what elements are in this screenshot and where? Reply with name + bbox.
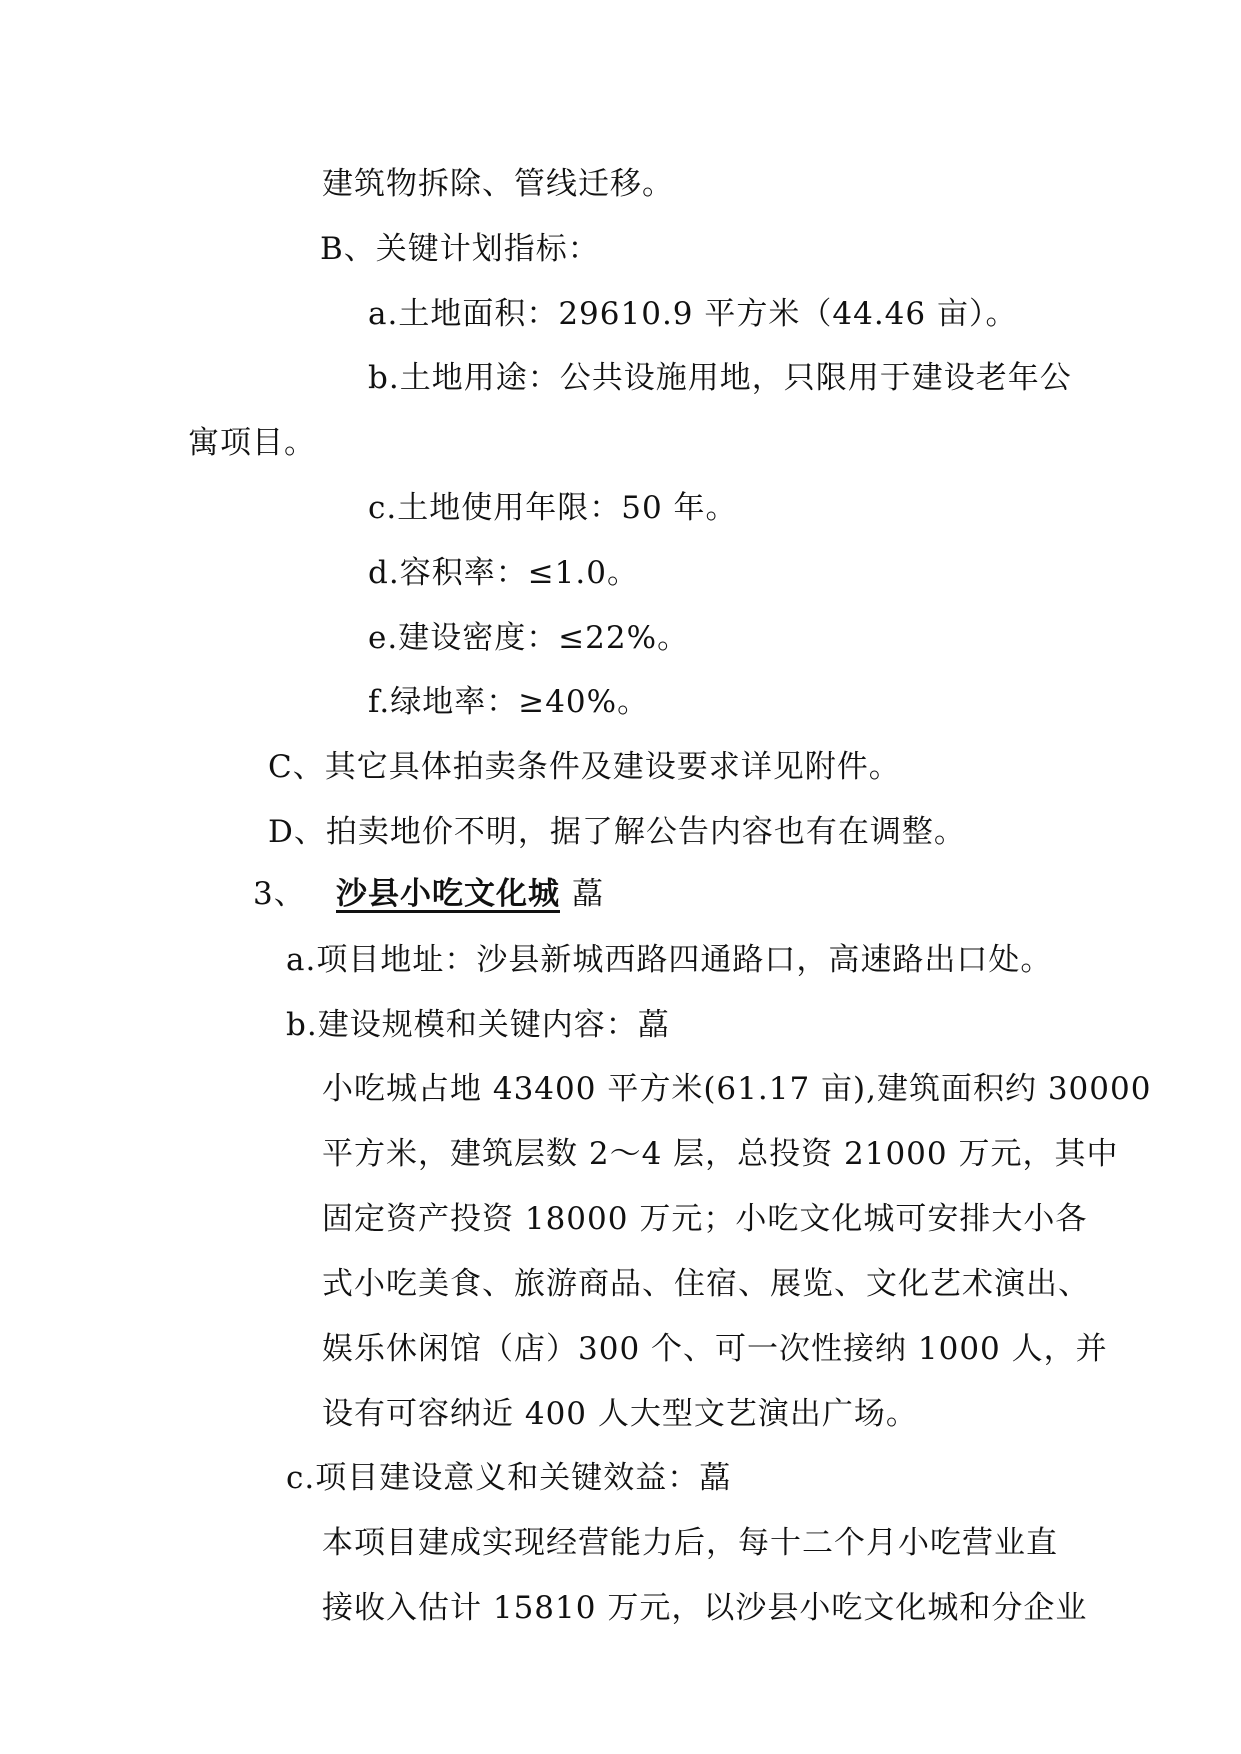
text-line: B、关键计划指标： [320,231,600,267]
text-line: c.项目建设意义和关键效益：藠 [286,1460,732,1496]
text-line: 小吃城占地 43400 平方米(61.17 亩),建筑面积约 30000 [322,1071,1152,1107]
text-line: D、拍卖地价不明，据了解公告内容也有在调整。 [268,814,966,850]
text-line: b.土地用途：公共设施用地，只限用于建设老年公 [368,360,1072,396]
text-line: c.土地使用年限：50 年。 [368,490,738,526]
text-line: 娱乐休闲馆（店）300 个、可一次性接纳 1000 人，并 [322,1331,1108,1367]
text-line: 接收入估计 15810 万元，以沙县小吃文化城和分企业 [322,1590,1088,1626]
section-mark: 藠 [572,876,604,912]
text-line: 本项目建成实现经营能力后，每十二个月小吃营业直 [322,1525,1058,1561]
text-line: f.绿地率：≥40%。 [368,684,650,720]
text-line: e.建设密度：≤22%。 [368,620,690,656]
text-line: 式小吃美食、旅游商品、住宿、展览、文化艺术演出、 [322,1266,1090,1302]
text-line: 设有可容纳近 400 人大型文艺演出广场。 [322,1396,918,1432]
section-title: 沙县小吃文化城 [336,876,560,912]
text-line: d.容积率：≤1.0。 [368,555,639,591]
text-line: 固定资产投资 18000 万元；小吃文化城可安排大小各 [322,1201,1088,1237]
text-line: a.土地面积：29610.9 平方米（44.46 亩）。 [368,296,1018,332]
text-line: a.项目地址：沙县新城西路四通路口，高速路出口处。 [286,942,1053,978]
text-line: 平方米，建筑层数 2～4 层，总投资 21000 万元，其中 [322,1136,1119,1172]
section-number: 3、 [253,876,306,912]
text-line: b.建设规模和关键内容：藠 [286,1007,670,1043]
text-line: C、其它具体拍卖条件及建设要求详见附件。 [268,749,901,785]
text-line: 建筑物拆除、管线迁移。 [322,166,674,202]
text-line: 寓项目。 [188,425,316,461]
